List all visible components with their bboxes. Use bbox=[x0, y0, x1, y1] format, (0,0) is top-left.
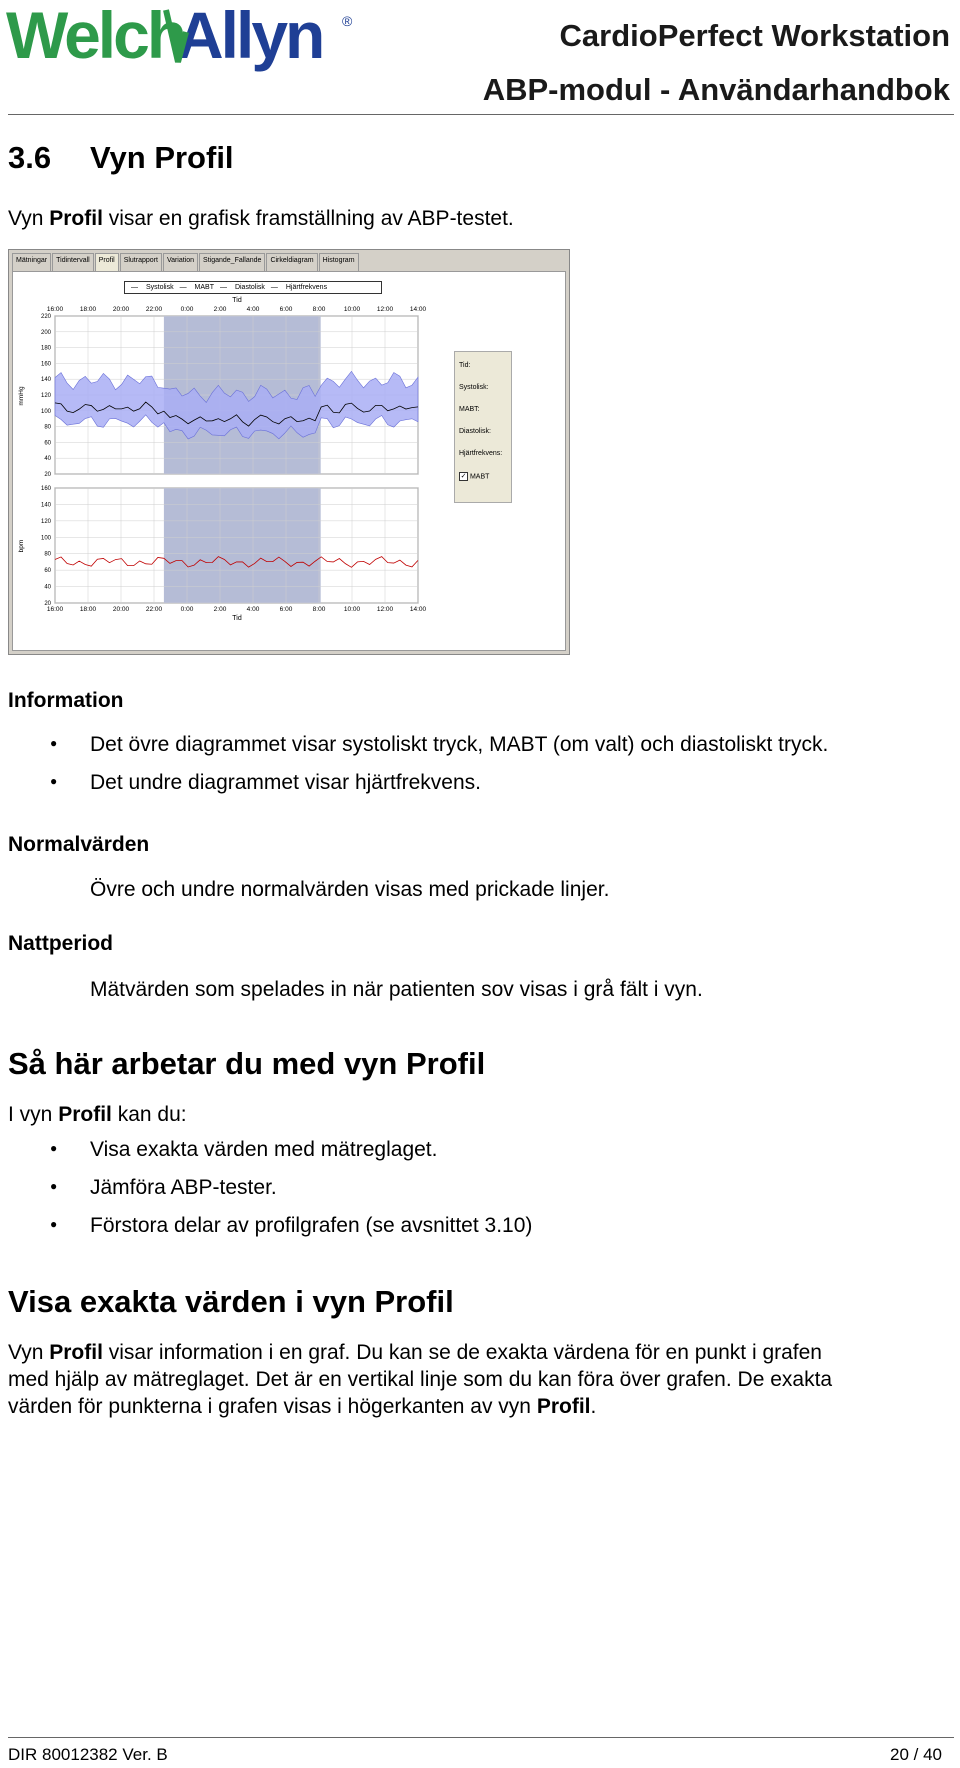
x-tick-label-bottom: 18:00 bbox=[79, 606, 97, 613]
legend-diastolisk-label: Diastolisk bbox=[234, 284, 265, 291]
bp-tick-label: 160 bbox=[40, 361, 51, 368]
bp-tick-label: 20 bbox=[44, 472, 51, 478]
section-title: Vyn Profil bbox=[90, 140, 234, 175]
profile-panel bbox=[12, 271, 566, 651]
tab-matningar[interactable]: Mätningar bbox=[12, 253, 51, 271]
x-tick-label-bottom: 8:00 bbox=[312, 606, 326, 613]
mabt-checkbox-label: MABT bbox=[469, 473, 490, 481]
legend-hjartfrekvens: — Hjärtfrekvens bbox=[270, 284, 328, 291]
bp-tick-label: 120 bbox=[40, 393, 51, 399]
bp-tick-label: 180 bbox=[40, 345, 51, 352]
tab-profil[interactable]: Profil bbox=[95, 253, 119, 271]
x-tick-label-bottom: 20:00 bbox=[112, 606, 130, 613]
bp-tick-label: 140 bbox=[40, 377, 51, 384]
x-tick-label-bottom: 6:00 bbox=[279, 606, 293, 613]
profile-charts bbox=[13, 296, 453, 626]
x-tick-label-bottom: 4:00 bbox=[246, 606, 260, 613]
section-number: 3.6 bbox=[8, 140, 52, 175]
bp-tick-label: 200 bbox=[40, 329, 51, 336]
normalvarden-text: Övre och undre normalvärden visas med prickade linjer. bbox=[90, 878, 610, 901]
list-item: Det undre diagrammet visar hjärtfrekvens. bbox=[90, 771, 481, 794]
bp-y-axis-label: mmHg bbox=[18, 386, 25, 406]
hr-night-band bbox=[164, 488, 321, 603]
howto-intro bbox=[8, 1101, 187, 1128]
legend-systolisk: — Systolisk bbox=[131, 284, 174, 291]
x-tick-label-top: 18:00 bbox=[79, 306, 97, 313]
x-axis-title-top: Tid bbox=[232, 297, 242, 304]
exact-line-2: med hjälp av mätreglaget. Det är en vertikal linje som du kan föra över grafen. De exakta bbox=[8, 1368, 833, 1391]
exact-heading: Visa exakta värden i vyn Profil bbox=[8, 1284, 454, 1319]
tab-strip bbox=[12, 253, 360, 271]
product-name: CardioPerfect Workstation bbox=[559, 18, 950, 53]
bp-tick-label: 220 bbox=[40, 314, 51, 320]
bullet-icon: ● bbox=[50, 736, 58, 750]
tab-cirkeldiagram[interactable]: Cirkeldiagram bbox=[266, 253, 317, 271]
intro-post: visar en grafisk framställning av ABP-testet. bbox=[102, 207, 514, 230]
hr-y-axis-label: bpm bbox=[18, 539, 25, 553]
x-tick-label-top: 14:00 bbox=[409, 306, 427, 313]
value-readout-panel bbox=[454, 351, 512, 503]
x-tick-label-top: 16:00 bbox=[46, 306, 64, 313]
hr-tick-label: 100 bbox=[40, 535, 51, 542]
hr-tick-label: 120 bbox=[40, 518, 51, 525]
x-tick-label-top: 0:00 bbox=[180, 306, 194, 313]
list-item: Jämföra ABP-tester. bbox=[90, 1176, 277, 1199]
howto-heading: Så här arbetar du med vyn Profil bbox=[8, 1046, 486, 1081]
exact-l3-bold: Profil bbox=[536, 1395, 591, 1418]
svg-text:Welch: Welch bbox=[6, 0, 185, 72]
legend-hjartfrekvens-label: Hjärtfrekvens bbox=[285, 284, 328, 291]
svg-text:Allyn: Allyn bbox=[176, 0, 323, 72]
hr-tick-label: 40 bbox=[44, 584, 51, 591]
list-item: Förstora delar av profilgrafen (se avsnittet 3.10) bbox=[90, 1214, 533, 1237]
normalvarden-heading: Normalvärden bbox=[8, 833, 150, 856]
exact-l1-post: visar information i en graf. Du kan se de exakta värdena för en punkt i grafen bbox=[102, 1341, 822, 1364]
tab-stigande-fallande[interactable]: Stigande_Fallande bbox=[199, 253, 265, 271]
welch-allyn-logo-graphic bbox=[6, 2, 351, 78]
x-tick-label-top: 8:00 bbox=[312, 306, 326, 313]
intro-pre: Vyn bbox=[8, 207, 50, 230]
exact-l1-pre: Vyn bbox=[8, 1341, 50, 1364]
legend-diastolisk: — Diastolisk bbox=[219, 284, 265, 291]
exact-l1-bold: Profil bbox=[49, 1341, 103, 1364]
howto-intro-post: kan du: bbox=[111, 1103, 187, 1126]
tab-histogram[interactable]: Histogram bbox=[319, 253, 359, 271]
exact-line-1 bbox=[8, 1339, 822, 1366]
hr-tick-label: 80 bbox=[44, 551, 51, 558]
x-tick-label-bottom: 16:00 bbox=[46, 606, 64, 613]
list-item: Visa exakta värden med mätreglaget. bbox=[90, 1138, 438, 1161]
readout-hjartfrekvens: Hjärtfrekvens: bbox=[459, 450, 503, 457]
x-tick-label-top: 4:00 bbox=[246, 306, 260, 313]
howto-intro-pre: I vyn bbox=[8, 1103, 59, 1126]
readout-mabt: MABT: bbox=[459, 406, 480, 413]
legend-mabt-label: MABT bbox=[194, 284, 214, 291]
bullet-icon: ● bbox=[50, 774, 58, 788]
x-tick-label-bottom: 0:00 bbox=[180, 606, 194, 613]
bullet-icon: ● bbox=[50, 1179, 58, 1193]
bp-tick-label: 100 bbox=[40, 408, 51, 415]
readout-diastolisk: Diastolisk: bbox=[459, 428, 491, 435]
tab-tidintervall[interactable]: Tidintervall bbox=[52, 253, 94, 271]
bp-tick-label: 80 bbox=[44, 424, 51, 431]
x-tick-label-top: 10:00 bbox=[343, 306, 361, 313]
header-divider bbox=[8, 114, 954, 115]
x-axis-title-bottom: Tid bbox=[232, 615, 242, 622]
footer-document-id: DIR 80012382 Ver. B bbox=[8, 1745, 168, 1764]
x-tick-label-top: 22:00 bbox=[145, 306, 163, 313]
bp-tick-label: 60 bbox=[44, 440, 51, 447]
hr-tick-label: 160 bbox=[40, 486, 51, 492]
x-tick-label-top: 12:00 bbox=[376, 306, 394, 313]
legend-mabt: — MABT bbox=[179, 284, 214, 291]
x-tick-label-top: 6:00 bbox=[279, 306, 293, 313]
readout-tid: Tid: bbox=[459, 362, 471, 369]
tab-slutrapport[interactable]: Slutrapport bbox=[120, 253, 162, 271]
x-tick-label-bottom: 12:00 bbox=[376, 606, 394, 613]
profile-screenshot bbox=[8, 249, 570, 655]
welch-allyn-logo bbox=[6, 2, 351, 78]
x-tick-label-bottom: 22:00 bbox=[145, 606, 163, 613]
svg-text:®: ® bbox=[342, 13, 353, 29]
nattperiod-heading: Nattperiod bbox=[8, 932, 113, 955]
exact-l3-pre: värden för punkterna i grafen visas i högerkanten av vyn bbox=[8, 1395, 537, 1418]
nattperiod-text: Mätvärden som spelades in när patienten sov visas i grå fält i vyn. bbox=[90, 978, 703, 1001]
exact-line-3 bbox=[8, 1393, 596, 1420]
bullet-icon: ● bbox=[50, 1141, 58, 1155]
howto-intro-bold: Profil bbox=[58, 1103, 112, 1126]
bullet-icon: ● bbox=[50, 1217, 58, 1231]
chart-legend bbox=[124, 281, 382, 294]
bp-tick-label: 40 bbox=[44, 456, 51, 463]
intro-bold: Profil bbox=[49, 207, 103, 230]
checkbox-check-icon: ✓ bbox=[460, 473, 467, 480]
footer-page-number: 20 / 40 bbox=[890, 1745, 942, 1764]
footer-divider bbox=[8, 1737, 954, 1738]
list-item: Det övre diagrammet visar systoliskt tryck, MABT (om valt) och diastoliskt tryck. bbox=[90, 733, 829, 756]
hr-tick-label: 20 bbox=[44, 601, 51, 607]
tab-variation[interactable]: Variation bbox=[163, 253, 198, 271]
exact-l3-post: . bbox=[590, 1395, 597, 1418]
x-tick-label-bottom: 14:00 bbox=[409, 606, 427, 613]
x-tick-label-top: 20:00 bbox=[112, 306, 130, 313]
hr-tick-label: 60 bbox=[44, 568, 51, 575]
x-tick-label-bottom: 2:00 bbox=[213, 606, 227, 613]
mabt-checkbox[interactable] bbox=[459, 472, 489, 481]
readout-systolisk: Systolisk: bbox=[459, 384, 489, 391]
manual-title: ABP-modul - Användarhandbok bbox=[482, 72, 950, 107]
information-heading: Information bbox=[8, 689, 124, 712]
x-tick-label-bottom: 10:00 bbox=[343, 606, 361, 613]
hr-tick-label: 140 bbox=[40, 502, 51, 509]
x-tick-label-top: 2:00 bbox=[213, 306, 227, 313]
legend-systolisk-label: Systolisk bbox=[145, 284, 174, 291]
intro-text bbox=[8, 205, 514, 232]
